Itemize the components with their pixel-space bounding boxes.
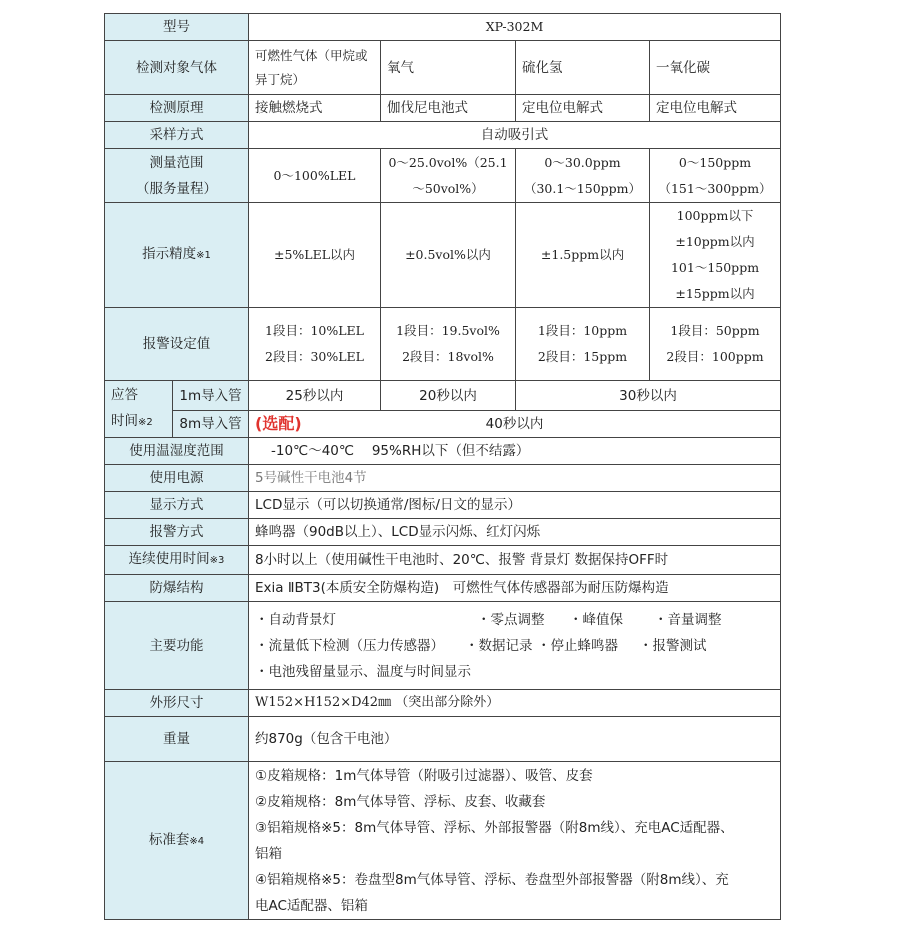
gas-oxygen: 氧气 (381, 41, 516, 95)
range-4-line1: 0～150ppm (678, 154, 752, 170)
function-item: ・峰值保 (569, 611, 623, 628)
accuracy-label-text: 指示精度 (142, 246, 197, 262)
alarm-setting-4-l1: 1段目：50ppm (670, 323, 760, 338)
range-oxygen (381, 149, 516, 203)
row-display (105, 492, 781, 519)
power-value: 5号碱性干电池4节 (249, 465, 781, 492)
principle-label: 检测原理 (105, 95, 249, 122)
range-3-line1: 0～30.0ppm (544, 154, 621, 170)
tube8-value-cell (249, 411, 781, 438)
tube1-label: 1m导入管 (173, 381, 249, 411)
row-response-8m (105, 411, 781, 438)
accuracy-4 (650, 203, 781, 308)
alarm-mode-value: 蜂鸣器（90dB以上）、LCD显示闪烁、红灯闪烁 (249, 519, 781, 546)
range-2-line2: ～50vol%） (412, 180, 484, 196)
principle-2: 伽伐尼电池式 (381, 95, 516, 122)
continuous-value: 8小时以上（使用碱性干电池时、20℃、报警 背景灯 数据保持OFF时 (249, 546, 781, 575)
alarm-setting-1 (249, 308, 381, 381)
response-label (105, 381, 173, 438)
standard-set-label-text: 标准套 (148, 831, 190, 848)
standard-set-line: ②皮箱规格：8m气体导管、浮标、皮套、收藏套 (255, 793, 546, 810)
response-label-line2-text: 时间 (111, 413, 138, 429)
standard-set-line: ①皮箱规格：1m气体导管（附吸引过滤器）、吸管、皮套 (255, 767, 593, 784)
range-1-line1: 0～100%LEL (273, 167, 356, 183)
row-sampling (105, 122, 781, 149)
tube8-option: (选配) (255, 414, 302, 433)
alarm-setting-2-l2: 2段目：18vol% (402, 349, 494, 364)
tube1-oxygen: 20秒以内 (381, 381, 516, 411)
principle-1: 接触燃烧式 (249, 95, 381, 122)
gas-h2s: 硫化氢 (516, 41, 650, 95)
accuracy-note: ※1 (196, 250, 211, 261)
principle-4: 定电位电解式 (650, 95, 781, 122)
row-power (105, 465, 781, 492)
range-label (105, 149, 249, 203)
alarm-setting-1-l1: 1段目：10%LEL (265, 323, 364, 338)
gas-combustible: 可燃性气体（甲烷或异丁烷） (249, 41, 381, 95)
standard-set-line: ④铝箱规格※5：卷盘型8m气体导管、浮标、卷盘型外部报警器（附8m线）、充 (255, 871, 729, 888)
accuracy-2: ±0.5vol%以内 (381, 203, 516, 308)
range-3-line2: （30.1～150ppm） (523, 180, 642, 196)
alarm-setting-1-l2: 2段目：30%LEL (265, 349, 364, 364)
function-item: ・音量调整 (654, 611, 722, 628)
row-alarm-mode (105, 519, 781, 546)
row-dimensions (105, 690, 781, 717)
standard-set-value (249, 762, 781, 920)
row-response-1m (105, 381, 781, 411)
accuracy-4-line2: ±10ppm以内 (675, 234, 755, 249)
display-value: LCD显示（可以切换通常/图标/日文的显示） (249, 492, 781, 519)
function-item: ・数据记录 (465, 637, 533, 654)
tube8-label: 8m导入管 (173, 411, 249, 438)
row-gases (105, 41, 781, 95)
row-explosion (105, 575, 781, 602)
model-value: XP-302M (249, 14, 781, 41)
dimensions-value: W152×H152×D42㎜ （突出部分除外） (249, 690, 781, 717)
row-alarm-setting (105, 308, 781, 381)
accuracy-4-line4: ±15ppm以内 (675, 286, 755, 301)
explosion-value: Exia ⅡBT3(本质安全防爆构造) 可燃性气体传感器部为耐压防爆构造 (249, 575, 781, 602)
alarm-setting-3-l1: 1段目：10ppm (537, 323, 628, 338)
continuous-label-text: 连续使用时间 (128, 551, 210, 567)
tube1-toxic: 30秒以内 (516, 381, 781, 411)
accuracy-4-line3: 101～150ppm (670, 260, 760, 275)
standard-set-line: 铝箱 (255, 845, 282, 862)
dimensions-label: 外形尺寸 (105, 690, 249, 717)
row-accuracy (105, 203, 781, 308)
spec-table (104, 13, 781, 920)
range-h2s (516, 149, 650, 203)
functions-row-2 (255, 633, 774, 659)
alarm-setting-3 (516, 308, 650, 381)
alarm-setting-4 (650, 308, 781, 381)
functions-row-3 (255, 659, 774, 685)
gases-label: 检测对象气体 (105, 41, 249, 95)
range-4-line2: （151～300ppm） (658, 180, 772, 196)
standard-set-line: ③铝箱规格※5：8m气体导管、浮标、外部报警器（附8m线）、充电AC适配器、 (255, 819, 734, 836)
function-item: ・停止蜂鸣器 (537, 637, 618, 654)
row-standard-set (105, 762, 781, 920)
row-continuous (105, 546, 781, 575)
standard-set-note: ※4 (189, 835, 205, 847)
weight-label: 重量 (105, 717, 249, 762)
gas-co: 一氧化碳 (650, 41, 781, 95)
power-label: 使用电源 (105, 465, 249, 492)
display-label: 显示方式 (105, 492, 249, 519)
functions-value (249, 602, 781, 690)
standard-set-line: 电AC适配器、铝箱 (255, 897, 368, 914)
function-item: ・电池残留量显示、温度与时间显示 (255, 663, 471, 680)
alarm-setting-2-l1: 1段目：19.5vol% (396, 323, 500, 338)
alarm-setting-label: 报警设定值 (105, 308, 249, 381)
continuous-label (105, 546, 249, 575)
row-principle (105, 95, 781, 122)
accuracy-1: ±5%LEL以内 (249, 203, 381, 308)
range-label-line1: 测量范围 (149, 154, 204, 171)
accuracy-label (105, 203, 249, 308)
range-2-line1: 0～25.0vol%（25.1 (388, 154, 508, 170)
function-item: ・零点调整 (477, 611, 545, 628)
alarm-setting-4-l2: 2段目：100ppm (666, 349, 764, 364)
function-item: ・自动背景灯 (255, 611, 336, 628)
continuous-note: ※3 (209, 555, 225, 566)
function-item: ・报警测试 (639, 637, 707, 654)
alarm-setting-3-l2: 2段目：15ppm (537, 349, 628, 364)
alarm-setting-2 (381, 308, 516, 381)
function-item: ・流量低下检测（压力传感器） (255, 637, 444, 654)
row-temp (105, 438, 781, 465)
sampling-label: 采样方式 (105, 122, 249, 149)
functions-row-1 (255, 607, 774, 633)
row-model (105, 14, 781, 41)
explosion-label: 防爆结构 (105, 575, 249, 602)
response-note: ※2 (138, 417, 153, 428)
weight-value: 约870g（包含干电池） (249, 717, 781, 762)
temp-value: -10℃～40℃ 95%RH以下（但不结露） (249, 438, 781, 465)
response-label-line2 (111, 408, 166, 436)
row-range (105, 149, 781, 203)
row-weight (105, 717, 781, 762)
range-label-line2: （服务量程） (136, 180, 217, 197)
alarm-mode-label: 报警方式 (105, 519, 249, 546)
accuracy-4-line1: 100ppm以下 (676, 208, 754, 223)
temp-label: 使用温湿度范围 (105, 438, 249, 465)
tube1-combustible: 25秒以内 (249, 381, 381, 411)
functions-label: 主要功能 (105, 602, 249, 690)
accuracy-3: ±1.5ppm以内 (516, 203, 650, 308)
model-label: 型号 (105, 14, 249, 41)
range-combustible (249, 149, 381, 203)
sampling-value: 自动吸引式 (249, 122, 781, 149)
standard-set-label (105, 762, 249, 920)
tube8-value: 40秒以内 (485, 416, 544, 432)
row-functions (105, 602, 781, 690)
response-label-line1: 应答 (111, 387, 138, 403)
principle-3: 定电位电解式 (516, 95, 650, 122)
range-co (650, 149, 781, 203)
